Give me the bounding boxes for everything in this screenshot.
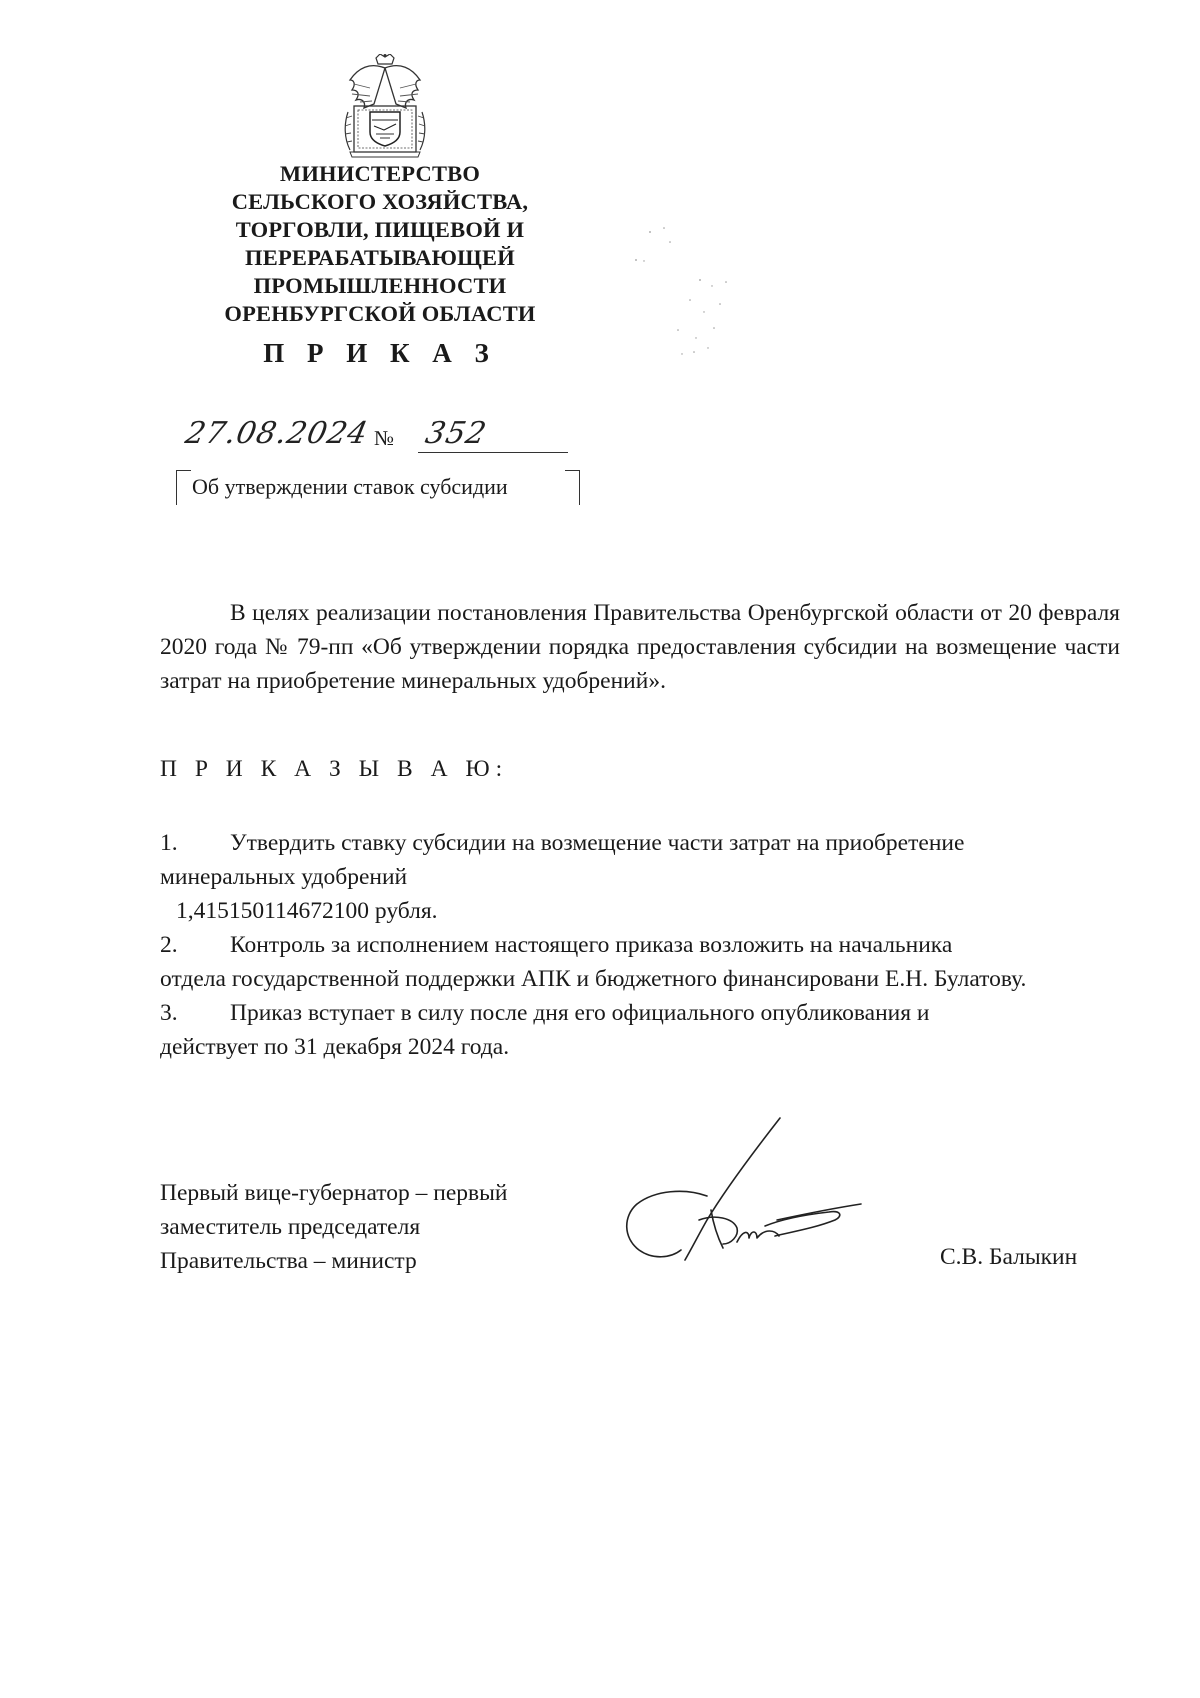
item-text: Контроль за исполнением настоящего приказа возложить на начальника [230, 932, 953, 958]
ministry-name [180, 160, 580, 328]
position-line: Первый вице-губернатор – первый [160, 1180, 508, 1206]
registration-line [182, 414, 586, 458]
orders-heading: П Р И К А З Ы В А Ю: [160, 756, 509, 782]
item-number: 1. [160, 830, 178, 856]
item-number: 3. [160, 1000, 178, 1026]
item-number: 2. [160, 932, 178, 958]
item-continuation: действует по 31 декабря 2024 года. [160, 1034, 510, 1060]
corner-bracket-left [176, 470, 191, 505]
preamble-paragraph: В целях реализации постановления Правительства Оренбургской области от 20 февраля 2020 года № 79-пп «Об утверждении порядка предоставления субсидии на возмещение части затрат на приобретение минеральных удобрений». [160, 600, 1120, 694]
ministry-line: ТОРГОВЛИ, ПИЩЕВОЙ И [235, 217, 525, 242]
document-date: 27.08.2024 [182, 416, 372, 451]
ministry-line: МИНИСТЕРСТВО [279, 161, 481, 186]
ministry-line: СЕЛЬСКОГО ХОЗЯЙСТВА, [231, 189, 529, 214]
item-text: Утвердить ставку субсидии на возмещение части затрат на приобретение [230, 830, 965, 856]
document-number: 352 [422, 416, 490, 451]
corner-bracket-right [565, 470, 580, 505]
ministry-line: ПРОМЫШЛЕННОСТИ [253, 273, 507, 298]
item-continuation: отдела государственной поддержки АПК и бюджетного финансировани Е.Н. Булатову. [160, 966, 1027, 992]
position-line: заместитель председателя [160, 1214, 421, 1240]
position-line: Правительства – министр [160, 1248, 417, 1274]
signatory-position [160, 1176, 507, 1278]
ministry-line: ОРЕНБУРГСКОЙ ОБЛАСТИ [224, 301, 536, 326]
document-subject [176, 470, 596, 514]
ministry-line: ПЕРЕРАБАТЫВАЮЩЕЙ [245, 245, 515, 270]
order-items [160, 826, 1120, 1064]
list-item [160, 826, 1120, 928]
number-underline [418, 452, 568, 453]
coat-of-arms-icon [340, 54, 430, 158]
item-text: Приказ вступает в силу после дня его официального опубликования и [230, 1000, 930, 1026]
document-type-title: П Р И К А З [263, 338, 497, 368]
scan-noise [630, 220, 790, 370]
list-item [160, 996, 1120, 1064]
signatory-name: С.В. Балыкин [940, 1244, 1078, 1270]
item-continuation: минеральных удобрений [160, 864, 408, 890]
list-item [160, 928, 1120, 996]
handwritten-signature-icon [615, 1110, 875, 1280]
subject-text: Об утверждении ставок субсидии [192, 474, 508, 499]
number-sign: № [374, 426, 395, 450]
subsidy-rate: 1,415150114672100 рубля. [176, 898, 438, 924]
